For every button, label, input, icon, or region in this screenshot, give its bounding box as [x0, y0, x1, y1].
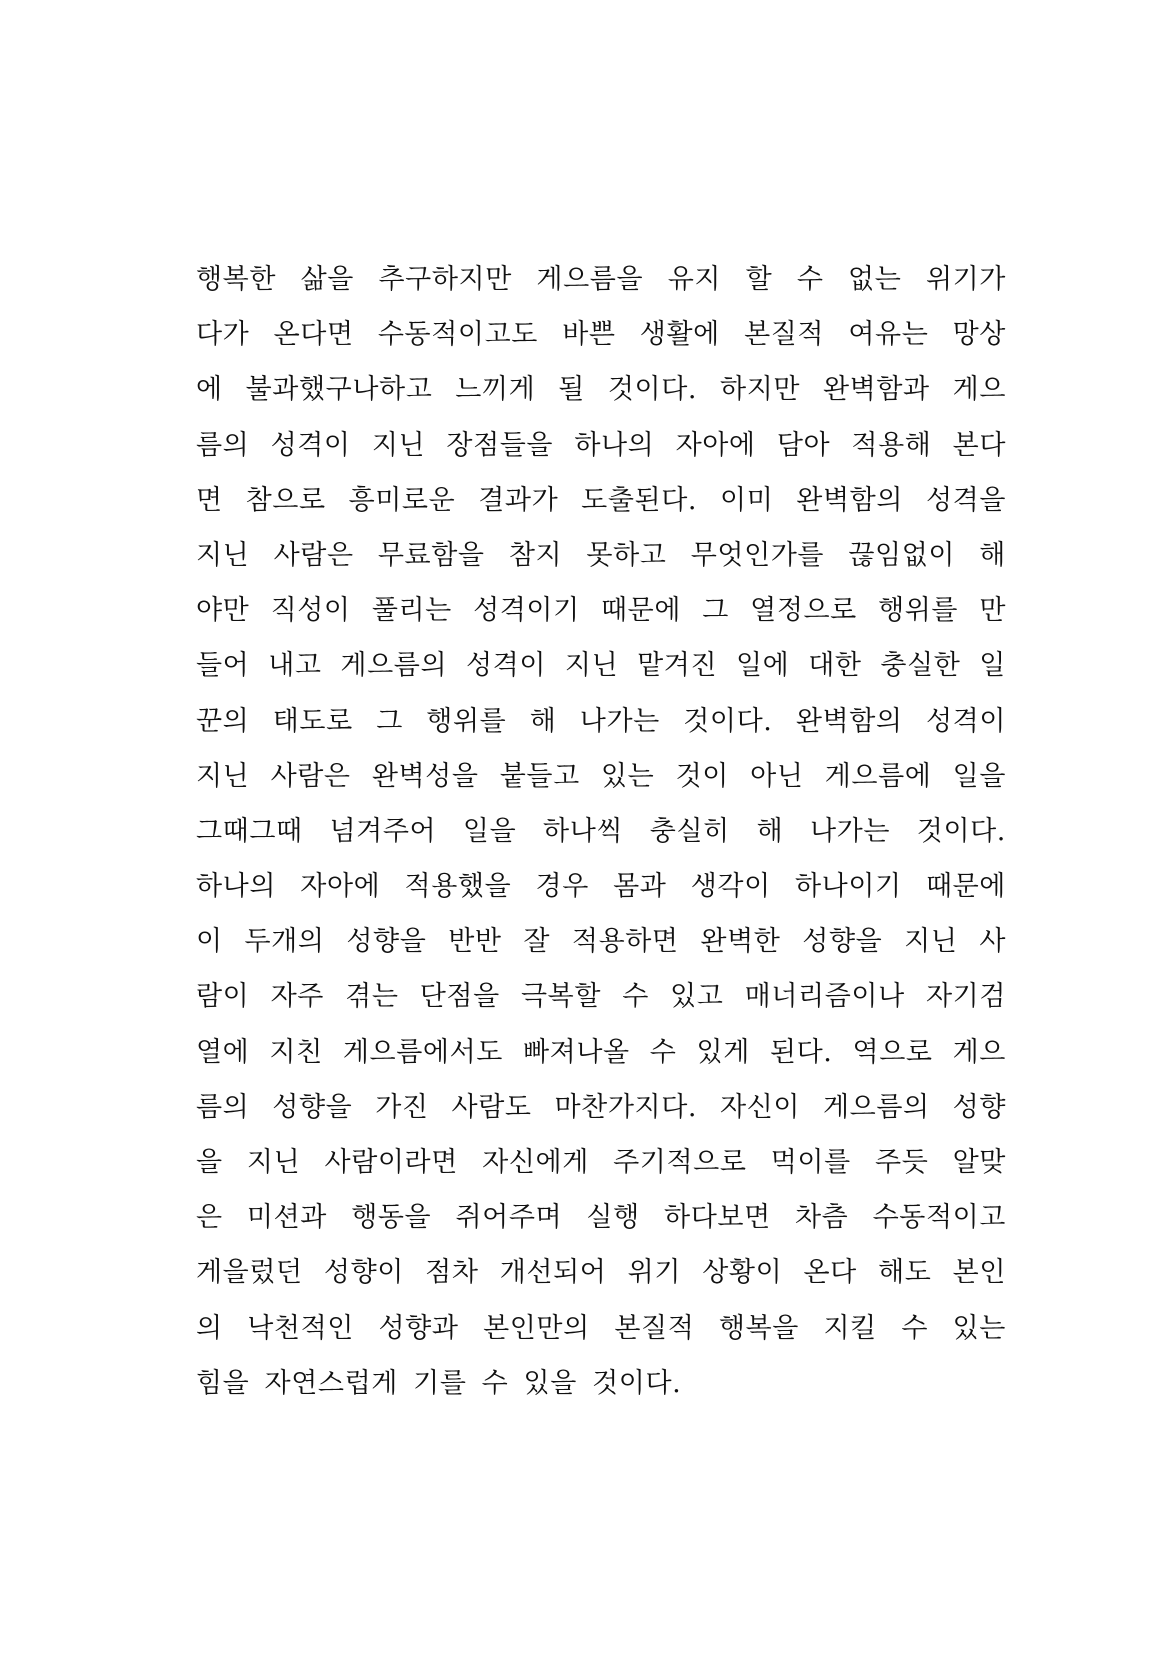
text-line: 름의 성격이 지닌 장점들을 하나의 자아에 담아 적용해 본다 — [196, 429, 1006, 461]
text-line: 그때그때 넘겨주어 일을 하나씩 충실히 해 나가는 것이다. — [196, 815, 1006, 847]
text-line: 하나의 자아에 적용했을 경우 몸과 생각이 하나이기 때문에 — [196, 871, 1006, 903]
text-line: 면 참으로 흥미로운 결과가 도출된다. 이미 완벽함의 성격을 — [196, 484, 1006, 516]
text-line: 야만 직성이 풀리는 성격이기 때문에 그 열정으로 행위를 만 — [196, 595, 1006, 627]
text-line: 은 미션과 행동을 쥐어주며 실행 하다보면 차츰 수동적이고 — [196, 1202, 1006, 1234]
text-line: 지닌 사람은 완벽성을 붙들고 있는 것이 아닌 게으름에 일을 — [196, 760, 1006, 792]
text-line: 지닌 사람은 무료함을 참지 못하고 무엇인가를 끊임없이 해 — [196, 539, 1006, 571]
text-line: 을 지닌 사람이라면 자신에게 주기적으로 먹이를 주듯 알맞 — [196, 1147, 1006, 1178]
text-line: 열에 지친 게으름에서도 빠져나올 수 있게 된다. 역으로 게으 — [196, 1036, 1006, 1068]
text-line: 름의 성향을 가진 사람도 마찬가지다. 자신이 게으름의 성향 — [196, 1091, 1006, 1123]
text-line: 다가 온다면 수동적이고도 바쁜 생활에 본질적 여유는 망상 — [196, 319, 1006, 351]
text-line: 에 불과했구나하고 느끼게 될 것이다. 하지만 완벽함과 게으 — [196, 374, 1006, 406]
text-line: 람이 자주 겪는 단점을 극복할 수 있고 매너리즘이나 자기검 — [196, 981, 1006, 1013]
text-line: 게을렀던 성향이 점차 개선되어 위기 상황이 온다 해도 본인 — [196, 1257, 1006, 1289]
text-line: 힘을 자연스럽게 기를 수 있을 것이다. — [196, 1367, 682, 1399]
text-line: 꾼의 태도로 그 행위를 해 나가는 것이다. 완벽함의 성격이 — [196, 705, 1006, 737]
body-paragraph — [196, 252, 1006, 1411]
text-line: 이 두개의 성향을 반반 잘 적용하면 완벽한 성향을 지닌 사 — [196, 926, 1006, 958]
text-line: 의 낙천적인 성향과 본인만의 본질적 행복을 지킬 수 있는 — [196, 1312, 1006, 1344]
text-line: 들어 내고 게으름의 성격이 지닌 맡겨진 일에 대한 충실한 일 — [196, 650, 1006, 682]
text-line: 행복한 삶을 추구하지만 게으름을 유지 할 수 없는 위기가 — [196, 264, 1006, 295]
